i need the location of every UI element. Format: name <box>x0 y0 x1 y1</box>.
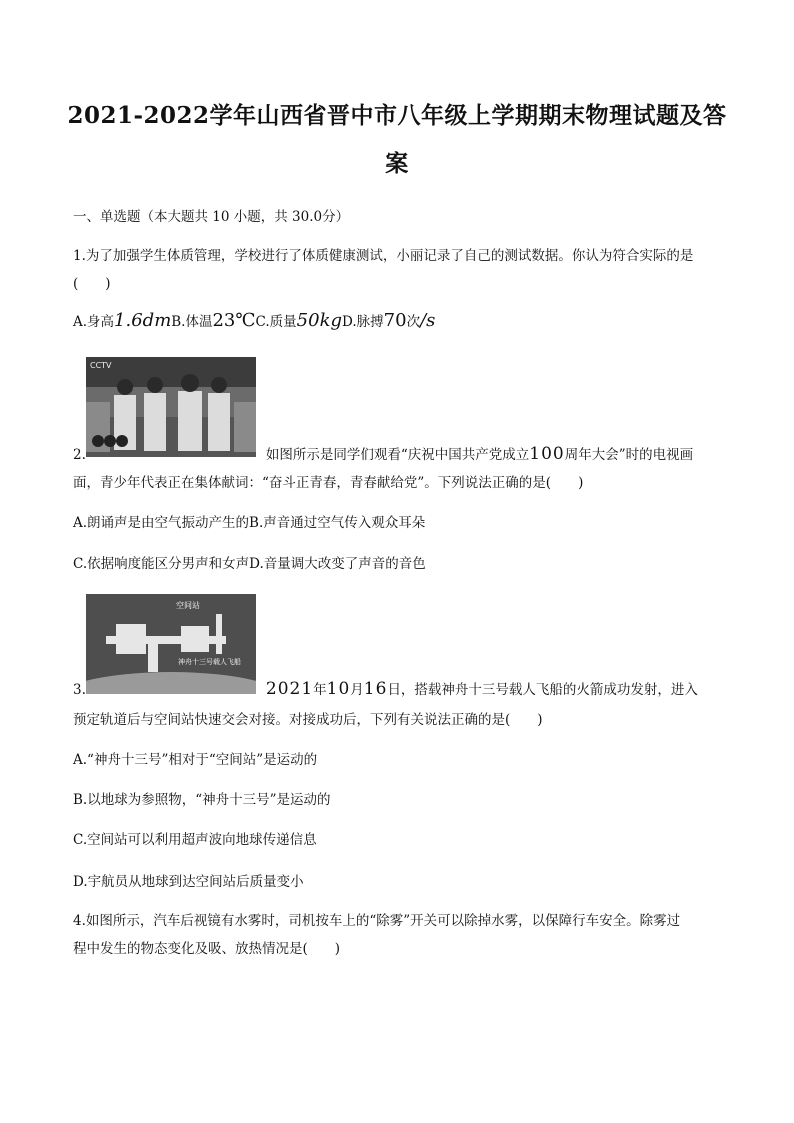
q1-stem-line-1: 1.为了加强学生体质管理，学校进行了体质健康测试，小丽记录了自己的测试数据。你认为符合实际的是 <box>73 248 694 264</box>
q2-number: 2. <box>73 447 86 463</box>
document-title <box>60 92 734 188</box>
q3-stem-line-1 <box>73 678 698 699</box>
q1-option-c-label: C.质量 <box>255 314 297 330</box>
q1-option-d-unit-b: /s <box>420 310 436 331</box>
q3-number: 3. <box>73 682 86 698</box>
q3-option-d: D.宇航员从地球到达空间站后质量变小 <box>73 874 304 890</box>
section-heading: 一、单选题（本大题共 10 小题，共 30.0分） <box>73 209 350 225</box>
q3-month: 10 <box>326 679 351 699</box>
q1-option-d-label: D.脉搏 <box>342 314 384 330</box>
q1-stem-line-2: ( ) <box>73 276 111 292</box>
q3-option-c: C.空间站可以利用超声波向地球传递信息 <box>73 832 317 848</box>
q2-photo-caption: CCTV <box>90 361 112 370</box>
q1-option-b-value: 23℃ <box>212 310 256 331</box>
q1-option-a-label: A.身高 <box>73 314 115 330</box>
q3-option-b: B.以地球为参照物，“神舟十三号”是运动的 <box>73 792 331 808</box>
q3-month-unit: 月 <box>350 682 364 698</box>
q3-option-a: A.“神舟十三号”相对于“空间站”是运动的 <box>73 752 318 768</box>
q1-option-b-label: B.体温 <box>171 314 213 330</box>
q3-stem-line-2: 预定轨道后与空间站快速交会对接。对接成功后，下列有关说法正确的是( ) <box>73 712 543 728</box>
q3-stem-rest: 日，搭载神舟十三号载人飞船的火箭成功发射，进入 <box>387 682 698 698</box>
q4-stem-line-2: 程中发生的物态变化及吸、放热情况是( ) <box>73 941 341 957</box>
q2-stem-line-1 <box>73 443 693 464</box>
title-line-1: 2021-2022学年山西省晋中市八年级上学期期末物理试题及答 <box>67 102 727 129</box>
q3-year-unit: 年 <box>313 682 327 698</box>
q3-year: 2021 <box>265 679 314 699</box>
q1-option-a-value: 1.6dm <box>114 310 172 331</box>
q2-stem-part-a: 如图所示是同学们观看“庆祝中国共产党成立 <box>265 447 530 463</box>
q2-options-row-1: A.朗诵声是由空气振动产生的B.声音通过空气传入观众耳朵 <box>73 515 426 531</box>
q2-stem-number: 100 <box>529 444 565 464</box>
q2-stem-part-b: 周年大会”时的电视画 <box>564 447 694 463</box>
q2-options-row-2: C.依据响度能区分男声和女声D.音量调大改变了声音的音色 <box>73 556 426 572</box>
q3-photo-caption: 空间站 <box>176 601 200 610</box>
q4-stem-line-1: 4.如图所示，汽车后视镜有水雾时，司机按车上的“除雾”开关可以除掉水雾，以保障行车安全。除雾过 <box>73 913 681 929</box>
q1-option-d-value: 70 <box>383 310 407 331</box>
title-line-2: 案 <box>385 150 409 177</box>
q1-options <box>73 310 435 331</box>
q1-option-d-unit-a: 次 <box>406 314 421 330</box>
q1-option-c-value: 50kg <box>296 310 343 331</box>
q2-stem-line-2: 面，青少年代表正在集体献词：“奋斗正青春，青春献给党”。下列说法正确的是( ) <box>73 475 584 491</box>
q3-day: 16 <box>363 679 388 699</box>
q2-photo-graphic <box>86 357 256 457</box>
q3-photo-caption-2: 神舟十三号载人飞船 <box>178 658 241 666</box>
q2-photo <box>86 357 256 457</box>
